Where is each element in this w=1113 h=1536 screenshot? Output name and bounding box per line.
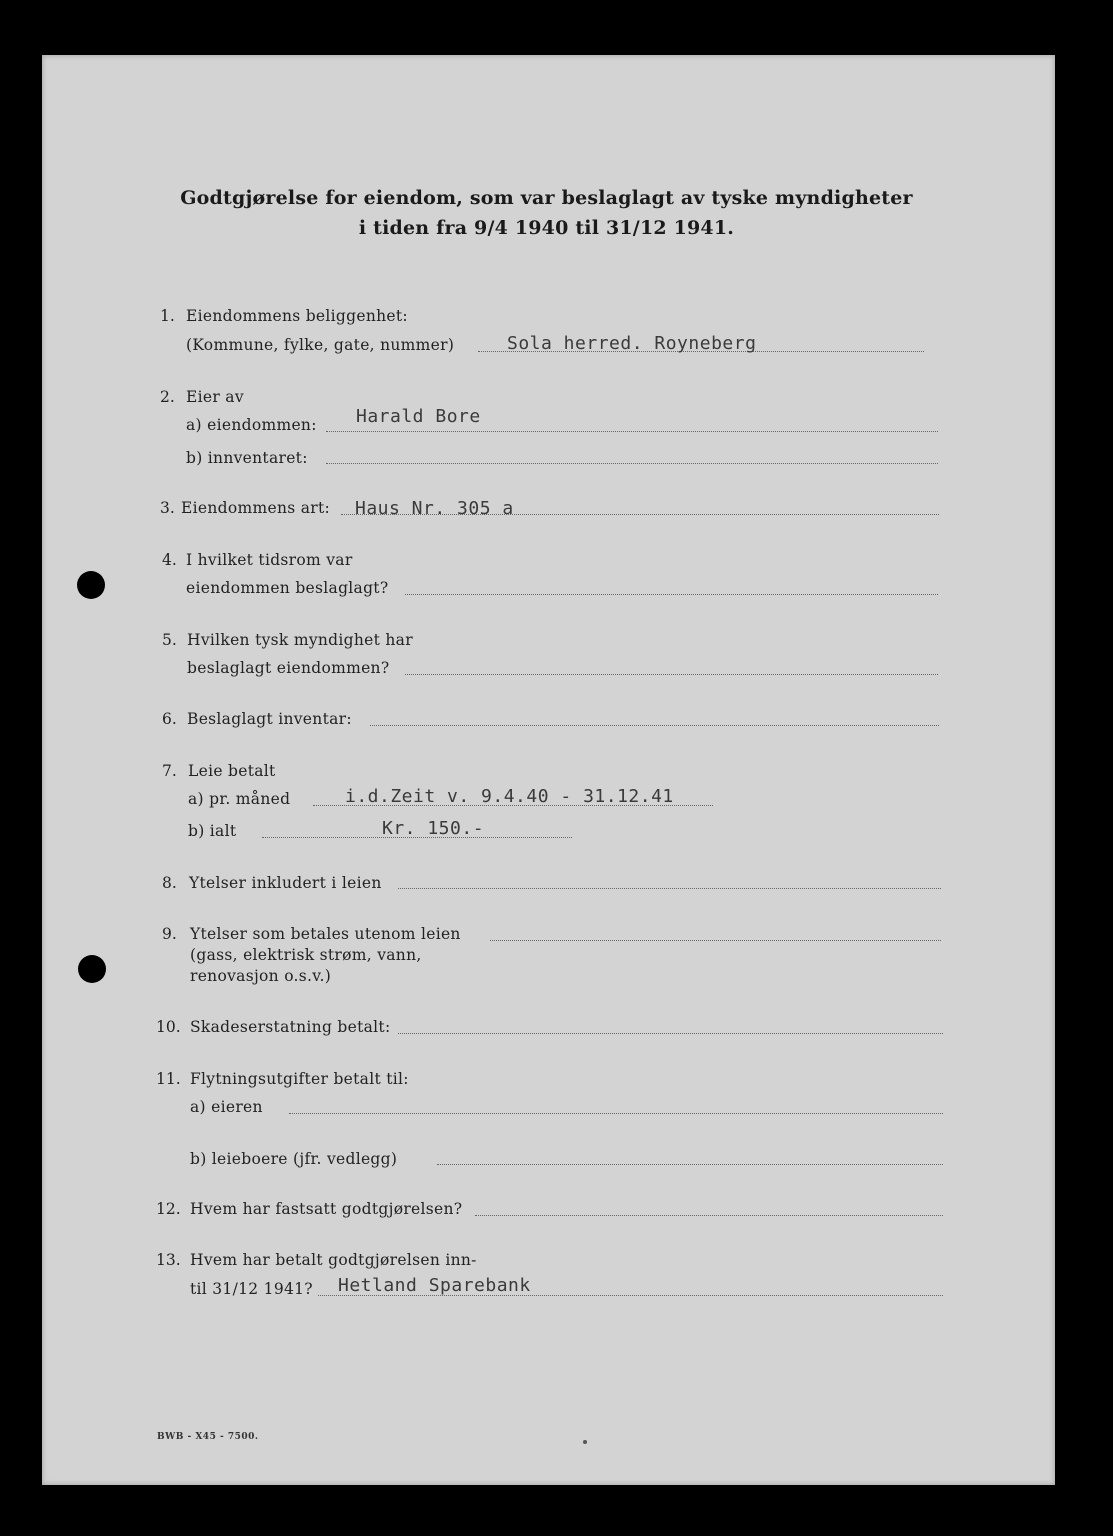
item-13-value: Hetland Sparebank (338, 1275, 531, 1296)
item-12-number: 12. (156, 1200, 181, 1218)
item-11a-fill-line (289, 1113, 943, 1114)
item-5-label: Hvilken tysk myndighet har (187, 631, 413, 649)
item-3-label: Eiendommens art: (181, 499, 331, 517)
print-code-footer: BWB - X45 - 7500. (157, 1432, 259, 1442)
item-9-fill-line (490, 940, 941, 941)
item-8-number: 8. (162, 874, 177, 892)
item-10-number: 10. (156, 1018, 181, 1036)
item-4-number: 4. (162, 551, 177, 569)
item-5-label-2: beslaglagt eiendommen? (187, 659, 390, 677)
item-7-label: Leie betalt (188, 762, 276, 780)
item-7b-label: b) ialt (188, 822, 237, 840)
item-2-number: 2. (160, 388, 175, 406)
item-1-label: Eiendommens beliggenhet: (186, 307, 408, 325)
item-11b-label: b) leieboere (jfr. vedlegg) (190, 1150, 398, 1168)
item-7a-label: a) pr. måned (188, 790, 291, 808)
item-12-label: Hvem har fastsatt godtgjørelsen? (190, 1200, 463, 1218)
item-7-number: 7. (162, 762, 177, 780)
item-5-number: 5. (162, 631, 177, 649)
item-6-fill-line (370, 725, 939, 726)
item-1-sublabel: (Kommune, fylke, gate, nummer) (186, 336, 455, 354)
title-line-1: Godtgjørelse for eiendom, som var beslaglagt av tyske myndigheter (180, 187, 913, 209)
title-line-2: i tiden fra 9/4 1940 til 31/12 1941. (358, 217, 735, 239)
item-2b-fill-line (326, 463, 938, 464)
item-9-label-2: (gass, elektrisk strøm, vann, (190, 946, 422, 964)
item-2b-label: b) innventaret: (186, 449, 308, 467)
item-13-number: 13. (156, 1251, 181, 1269)
punch-hole-top (77, 571, 105, 599)
item-11-number: 11. (156, 1070, 181, 1088)
item-2a-fill-line (326, 431, 938, 432)
item-12-fill-line (475, 1215, 943, 1216)
item-4-label: I hvilket tidsrom var (186, 551, 353, 569)
item-2a-value: Harald Bore (356, 406, 481, 427)
item-3-number: 3. (160, 499, 175, 517)
item-7b-value: Kr. 150.- (382, 818, 485, 839)
item-9-label: Ytelser som betales utenom leien (190, 925, 461, 943)
punch-hole-bottom (78, 955, 106, 983)
item-13-label: Hvem har betalt godtgjørelsen inn- (190, 1251, 477, 1269)
item-5-fill-line (405, 674, 938, 675)
item-2-label: Eier av (186, 388, 244, 406)
item-6-label: Beslaglagt inventar: (187, 710, 352, 728)
item-8-fill-line (398, 888, 941, 889)
item-9-label-3: renovasjon o.s.v.) (190, 967, 332, 985)
item-4-fill-line (405, 594, 938, 595)
item-1-value: Sola herred. Royneberg (507, 333, 757, 354)
item-11-label: Flytningsutgifter betalt til: (190, 1070, 409, 1088)
item-4-label-2: eiendommen beslaglagt? (186, 579, 389, 597)
item-11a-label: a) eieren (190, 1098, 263, 1116)
item-7a-value: i.d.Zeit v. 9.4.40 - 31.12.41 (345, 786, 674, 807)
item-11b-fill-line (437, 1164, 943, 1165)
form-title (0, 183, 1093, 243)
item-10-label: Skadeserstatning betalt: (190, 1018, 391, 1036)
item-8-label: Ytelser inkludert i leien (189, 874, 382, 892)
ink-speck (583, 1440, 587, 1444)
item-6-number: 6. (162, 710, 177, 728)
item-13-label-2: til 31/12 1941? (190, 1280, 313, 1298)
item-10-fill-line (398, 1033, 943, 1034)
item-3-value: Haus Nr. 305 a (355, 498, 514, 519)
item-9-number: 9. (162, 925, 177, 943)
item-2a-label: a) eiendommen: (186, 416, 317, 434)
item-1-number: 1. (160, 307, 175, 325)
